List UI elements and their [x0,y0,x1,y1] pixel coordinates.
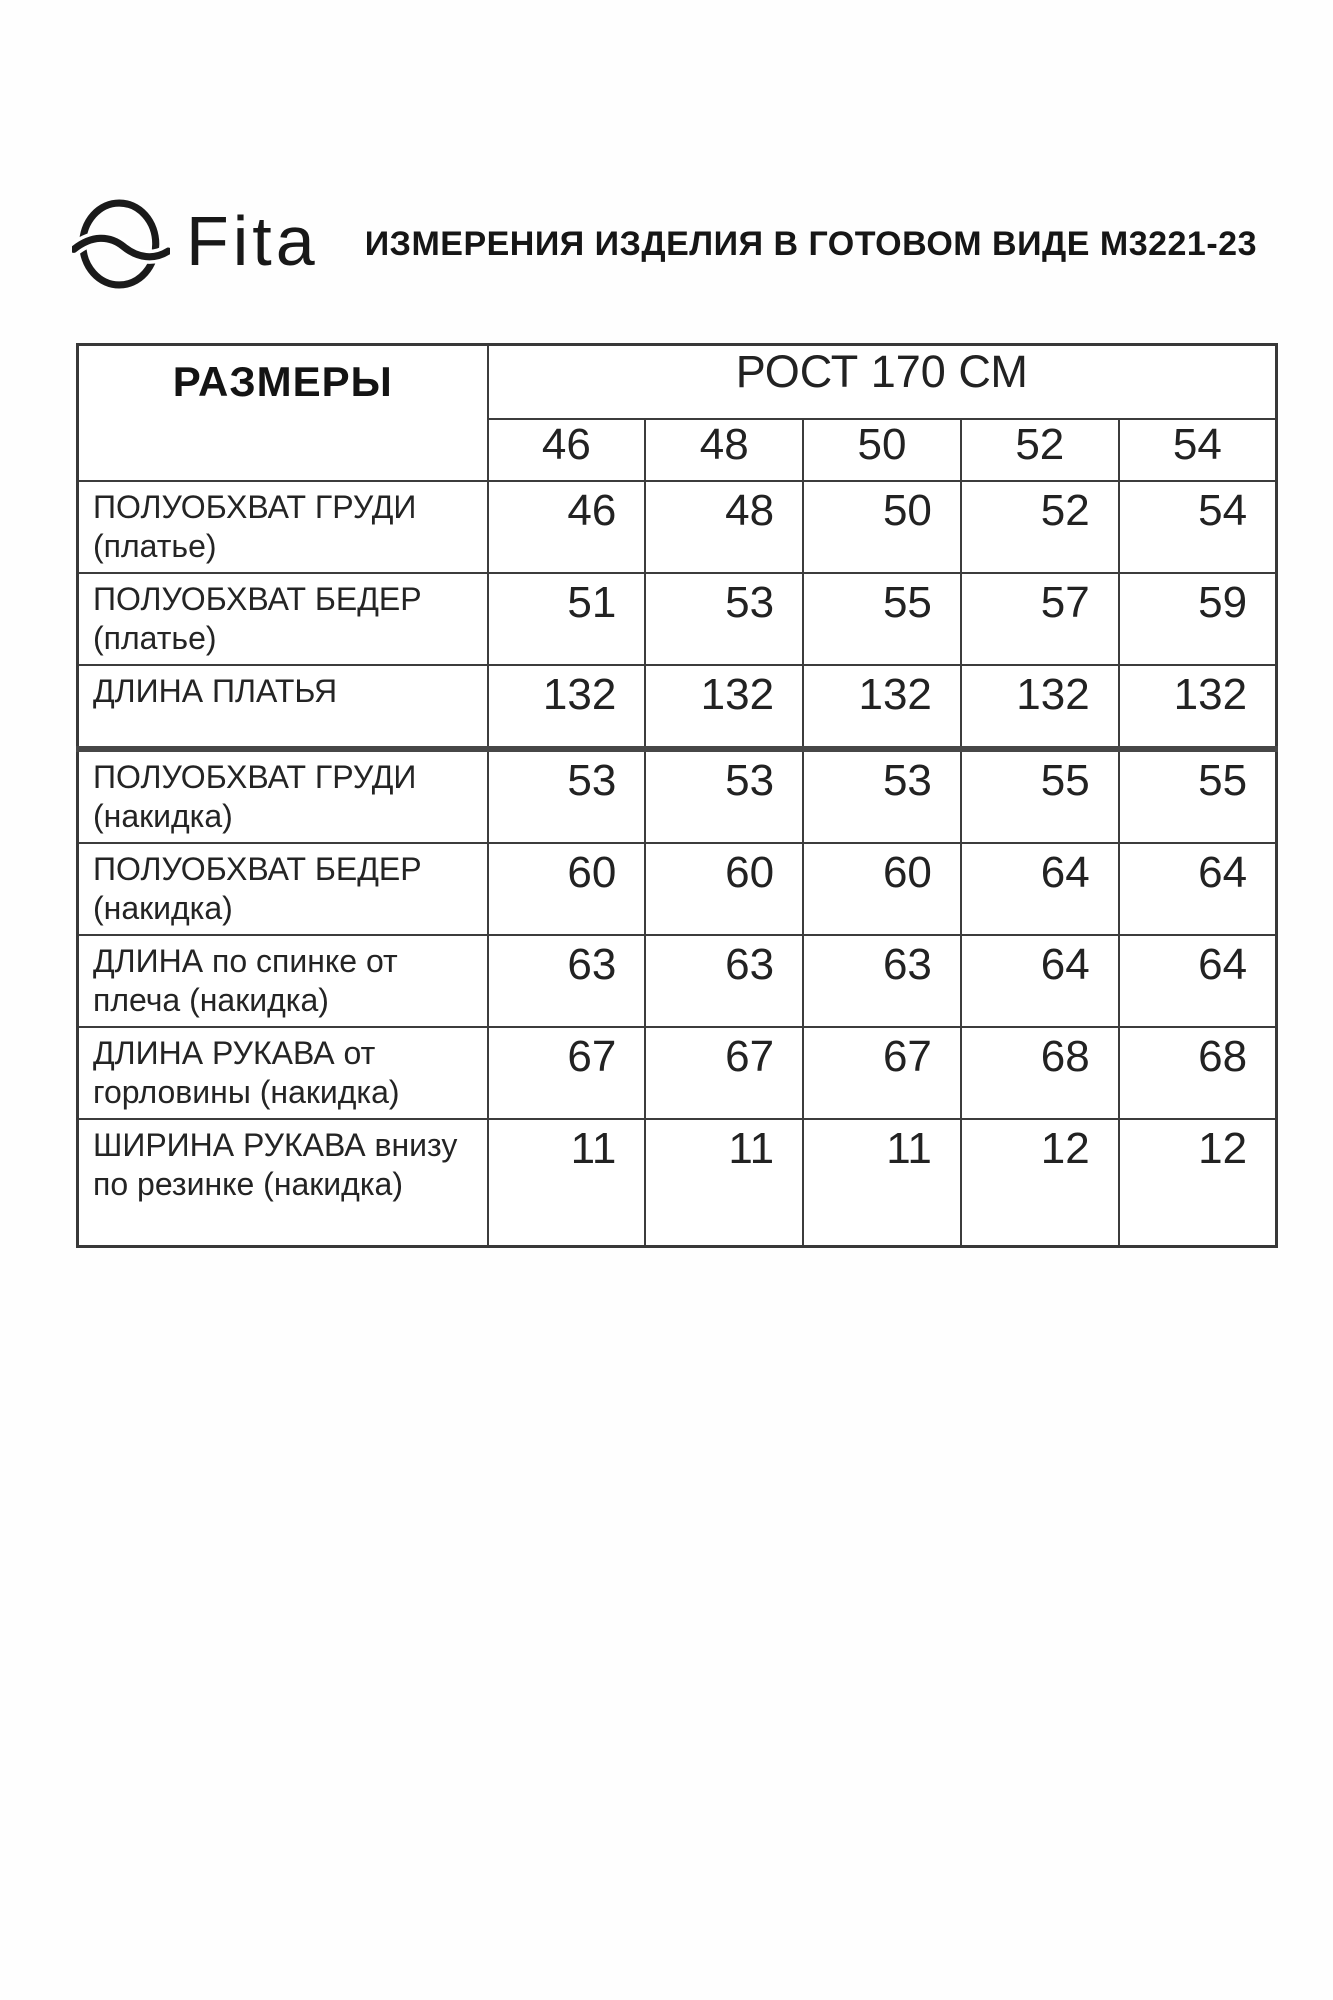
measurement-label: ДЛИНА РУКАВА от горловины (накидка) [78,1027,488,1119]
measurement-value: 48 [645,481,803,573]
document-title: ИЗМЕРЕНИЯ ИЗДЕЛИЯ В ГОТОВОМ ВИДЕ М3221-23 [364,224,1257,263]
measurement-value: 132 [645,665,803,749]
measurement-label: ПОЛУОБХВАТ БЕДЕР (накидка) [78,843,488,935]
measurement-value: 67 [645,1027,803,1119]
table-corner-header: РАЗМЕРЫ [78,345,488,481]
measurement-value: 60 [488,843,646,935]
measurement-value: 132 [961,665,1119,749]
size-column-header: 54 [1119,419,1277,481]
size-column-header: 52 [961,419,1119,481]
measurement-label: ПОЛУОБХВАТ ГРУДИ (накидка) [78,749,488,843]
measurement-value: 55 [961,749,1119,843]
measurement-value: 55 [1119,749,1277,843]
measurement-value: 63 [488,935,646,1027]
table-row [78,1119,1277,1247]
measurement-value: 12 [1119,1119,1277,1247]
measurement-value: 52 [961,481,1119,573]
size-column-header: 50 [803,419,961,481]
measurement-value: 60 [645,843,803,935]
measurement-label: ДЛИНА ПЛАТЬЯ [78,665,488,749]
measurement-value: 63 [645,935,803,1027]
measurement-label: ДЛИНА по спинке от плеча (накидка) [78,935,488,1027]
size-table [76,343,1278,1248]
measurement-value: 63 [803,935,961,1027]
measurement-value: 53 [645,749,803,843]
measurement-value: 60 [803,843,961,935]
measurement-value: 46 [488,481,646,573]
measurement-value: 50 [803,481,961,573]
measurement-label: ШИРИНА РУКАВА внизу по резинке (накидка) [78,1119,488,1247]
header [72,188,1273,300]
measurement-value: 51 [488,573,646,665]
table-row [78,665,1277,749]
measurement-value: 67 [488,1027,646,1119]
measurement-value: 53 [803,749,961,843]
measurement-label: ПОЛУОБХВАТ БЕДЕР (платье) [78,573,488,665]
table-row [78,481,1277,573]
table-row [78,935,1277,1027]
measurement-value: 54 [1119,481,1277,573]
measurement-value: 64 [1119,935,1277,1027]
measurement-label: ПОЛУОБХВАТ ГРУДИ (платье) [78,481,488,573]
measurement-value: 68 [1119,1027,1277,1119]
measurement-value: 68 [961,1027,1119,1119]
measurement-value: 132 [488,665,646,749]
measurement-value: 12 [961,1119,1119,1247]
size-column-header: 46 [488,419,646,481]
circle-wave-logo-icon [72,192,170,296]
size-column-header: 48 [645,419,803,481]
brand-logo [72,192,319,296]
measurement-value: 55 [803,573,961,665]
table-header-row-height [78,345,1277,419]
measurement-value: 11 [803,1119,961,1247]
brand-name: Fita [186,202,319,280]
measurement-value: 132 [1119,665,1277,749]
measurement-value: 67 [803,1027,961,1119]
measurement-value: 64 [1119,843,1277,935]
measurement-value: 11 [488,1119,646,1247]
measurement-value: 53 [488,749,646,843]
table-row [78,1027,1277,1119]
measurement-value: 59 [1119,573,1277,665]
height-header: РОСТ 170 СМ [488,345,1277,419]
measurement-value: 132 [803,665,961,749]
measurement-value: 11 [645,1119,803,1247]
measurement-value: 64 [961,935,1119,1027]
measurement-value: 53 [645,573,803,665]
table-row [78,573,1277,665]
table-row [78,843,1277,935]
measurement-value: 64 [961,843,1119,935]
measurement-value: 57 [961,573,1119,665]
table-row [78,749,1277,843]
